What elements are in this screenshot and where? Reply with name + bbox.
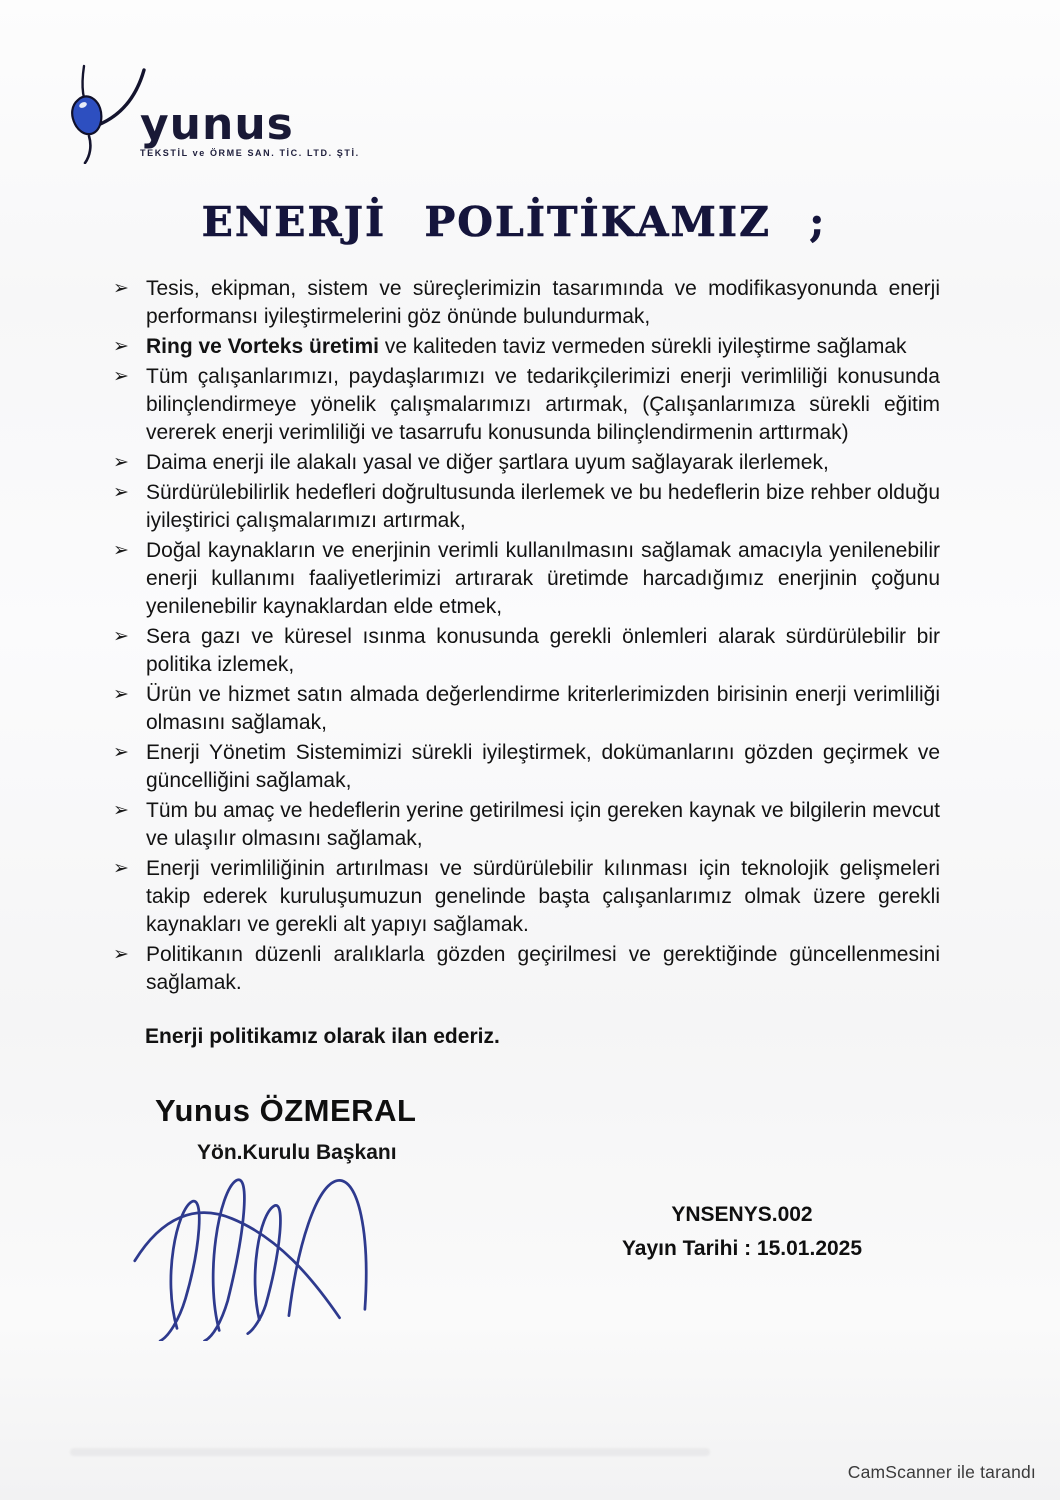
policy-bullet-item: [113, 449, 940, 477]
policy-bullet-item: [113, 855, 940, 939]
bullet-text: Sürdürülebilirlik hedefleri doğrultusunda ilerlemek ve bu hedeflerin bize rehber olduğu iyileştirici çalışmalarımızı artırmak,: [146, 481, 940, 533]
policy-bullet-item: [113, 681, 940, 737]
policy-bullet-item: [113, 363, 940, 447]
policy-list: [113, 275, 940, 997]
bullet-text: Tesis, ekipman, sistem ve süreçlerimizin tasarımında ve modifikasyonunda enerji performansı iyileştirmelerini göz önünde bulundurmak,: [146, 277, 940, 329]
document-meta: [612, 1198, 872, 1266]
closing-statement: Enerji politikamız olarak ilan ederiz.: [145, 1025, 500, 1049]
policy-bullet-item: [113, 275, 940, 331]
bullet-text: Tüm bu amaç ve hedeflerin yerine getirilmesi için gereken kaynak ve bilgilerin mevcut ve ulaşılır olmasını sağlamak,: [146, 799, 940, 851]
bullet-text: Ürün ve hizmet satın almada değerlendirme kriterlerimizden birisinin enerji verimliliği olmasını sağlamak,: [146, 683, 940, 735]
scan-artifact: [70, 1448, 710, 1456]
bullet-text-bold: Ring ve Vorteks üretimi: [146, 335, 380, 359]
policy-bullet-item: [113, 941, 940, 997]
logo-tagline: TEKSTİL ve ÖRME SAN. TİC. LTD. ŞTİ.: [140, 148, 360, 158]
arrow-bullet-icon: ➢: [113, 540, 129, 562]
policy-bullet-item: [113, 797, 940, 853]
policy-bullet-item: [113, 537, 940, 621]
bullet-text: Daima enerji ile alakalı yasal ve diğer şartlara uyum sağlayarak ilerlemek,: [146, 451, 829, 475]
policy-bullet-item: [113, 623, 940, 679]
bullet-text: Enerji verimliliğinin artırılması ve sürdürülebilir kılınması için teknolojik gelişmeleri takip ederek kuruluşumuzun genelinde başta çalışanlarımız olmak üzere gerekli kaynakları ve gerekli alt yapıyı sağlamak.: [146, 857, 940, 937]
signature-scribble-icon: [130, 1151, 395, 1341]
page-title: ENERJİ POLİTİKAMIZ ;: [201, 198, 827, 246]
camscanner-watermark: CamScanner ile tarandı: [847, 1462, 1036, 1482]
arrow-bullet-icon: ➢: [113, 800, 129, 822]
arrow-bullet-icon: ➢: [113, 858, 129, 880]
arrow-bullet-icon: ➢: [113, 336, 129, 358]
arrow-bullet-icon: ➢: [113, 742, 129, 764]
arrow-bullet-icon: ➢: [113, 452, 129, 474]
bullet-text: Tüm çalışanlarımızı, paydaşlarımızı ve tedarikçilerimizi enerji verimliliği konusunda bilinçlendirmeye yönelik çalışmalarımızı artırmak, (Çalışanlarımıza sürekli eğitim vererek enerji verimliliği ve tasarrufu konusunda bilinçlendirmenin arttırmak): [146, 365, 940, 445]
policy-bullet-item: [113, 739, 940, 795]
bullet-text: Doğal kaynakların ve enerjinin verimli kullanılmasını sağlamak amacıyla yenilenebilir enerji kullanımı faaliyetlerimizi artırarak üretimde harcadığımız enerjinin çoğunu yenilenebilir kaynaklardan elde etmek,: [146, 539, 940, 619]
arrow-bullet-icon: ➢: [113, 366, 129, 388]
arrow-bullet-icon: ➢: [113, 626, 129, 648]
bullet-text: Politikanın düzenli aralıklarla gözden geçirilmesi ve gerektiğinde güncellenmesini sağlamak.: [146, 943, 940, 995]
arrow-bullet-icon: ➢: [113, 684, 129, 706]
document-code: YNSENYS.002: [671, 1203, 813, 1226]
company-logo: [56, 64, 360, 164]
dolphin-logo-icon: [56, 64, 148, 164]
signatory-role: Yön.Kurulu Başkanı: [197, 1141, 397, 1165]
bullet-text: Sera gazı ve küresel ısınma konusunda gerekli önlemleri alarak sürdürülebilir bir politika izlemek,: [146, 625, 940, 677]
logo-wordmark: yunus: [140, 99, 294, 151]
signatory-name: Yunus ÖZMERAL: [155, 1093, 417, 1129]
publish-date: Yayın Tarihi : 15.01.2025: [621, 1237, 863, 1260]
policy-bullet-item: [113, 479, 940, 535]
arrow-bullet-icon: ➢: [113, 278, 129, 300]
arrow-bullet-icon: ➢: [113, 944, 129, 966]
bullet-text: Enerji Yönetim Sistemimizi sürekli iyileştirmek, dokümanlarını gözden geçirmek ve güncelliğini sağlamak,: [146, 741, 940, 793]
bullet-text: ve kaliteden taviz vermeden sürekli iyileştirme sağlamak: [379, 335, 907, 359]
policy-bullet-item: [113, 333, 940, 361]
arrow-bullet-icon: ➢: [113, 482, 129, 504]
signature-block: [155, 1093, 1060, 1165]
